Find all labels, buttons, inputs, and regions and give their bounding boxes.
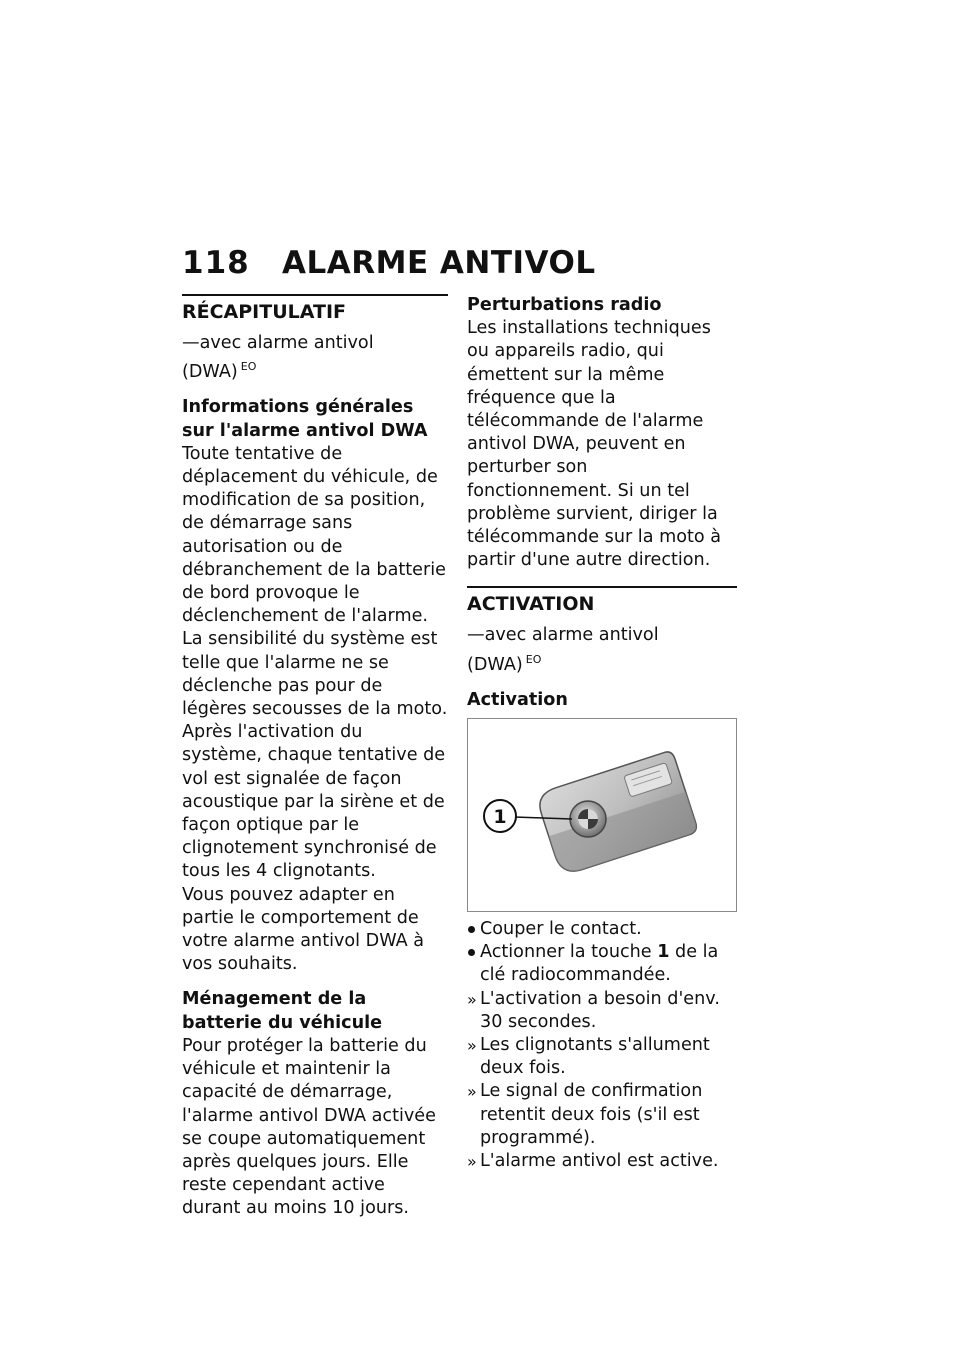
key-callout-number: 1 — [657, 942, 670, 963]
result-item — [467, 1080, 737, 1150]
result-item — [467, 988, 737, 1034]
step-text: L'alarme antivol est active. — [480, 1151, 719, 1172]
section-recap — [182, 294, 448, 324]
equipment-code: EO — [240, 360, 257, 374]
equipment-note-text-2: —avec alarme antivol (DWA) — [467, 625, 659, 675]
activation-heading: Activation — [467, 689, 568, 710]
page-number: 118 — [182, 245, 250, 281]
step-item — [467, 941, 737, 987]
section-title-recap: RÉCAPITULATIF — [182, 301, 346, 323]
radio-heading: Perturbations radio — [467, 295, 662, 315]
chapter-title: ALARME ANTIVOL — [282, 245, 596, 281]
activation-steps — [467, 918, 737, 1173]
step-text: Couper le contact. — [480, 919, 642, 940]
step-text: Le signal de confirmation retentit deux fois (s'il est programmé). — [480, 1081, 703, 1148]
step-text: Actionner la touche — [480, 942, 658, 963]
equipment-note — [182, 332, 448, 384]
info-paragraph-1: Toute tentative de déplacement du véhicule, de modification de sa position, de démarrage sans autorisation ou de débranchement de la batterie de bord provoque le déclenchement de l'alarme. La sensibilité du système est telle que l'alarme ne se déclenche pas pour de légères secousses de la moto. Après l'activation du système, chaque tentative de vol est signalée de façon acoustique par la sirène et de façon optique par le clignotement synchronisé de tous les 4 clignotants. — [182, 443, 448, 882]
info-heading: Informations générales sur l'alarme antivol DWA — [182, 397, 428, 441]
remote-key-figure — [467, 718, 737, 912]
info-paragraph-2: Vous pouvez adapter en partie le comportement de votre alarme antivol DWA à vos souhaits. — [182, 884, 425, 975]
result-item — [467, 1150, 737, 1173]
result-item — [467, 1034, 737, 1080]
equipment-note-text: —avec alarme antivol (DWA) — [182, 333, 374, 383]
equipment-note-2 — [467, 624, 737, 676]
equipment-code-2: EO — [525, 652, 542, 666]
battery-paragraph: Pour protéger la batterie du véhicule et maintenir la capacité de démarrage, l'alarme antivol DWA activée se coupe automatiquement après quelques jours. Elle reste cependant active durant au moins 10 jours. — [182, 1035, 436, 1219]
battery-heading: Ménagement de la batterie du véhicule — [182, 989, 383, 1033]
step-text: de la clé radiocommandée. — [480, 942, 719, 986]
radio-paragraph: Les installations techniques ou appareils radio, qui émettent sur la même fréquence que la télécommande de l'alarme antivol DWA, peuvent en perturber son fonctionnement. Si un tel problème survient, diriger la télécommande sur la moto à partir d'une autre direction. — [467, 318, 722, 571]
right-column — [467, 294, 737, 1173]
step-text: Les clignotants s'allument deux fois. — [480, 1035, 710, 1079]
step-text: L'activation a besoin d'env. 30 secondes. — [480, 988, 720, 1032]
step-item — [467, 918, 737, 941]
page-header — [182, 238, 596, 288]
figure-callout-1: 1 — [493, 806, 507, 829]
section-activation — [467, 586, 737, 616]
section-title-activation: ACTIVATION — [467, 593, 595, 616]
remote-key-icon — [468, 719, 736, 911]
left-column — [182, 294, 448, 1221]
